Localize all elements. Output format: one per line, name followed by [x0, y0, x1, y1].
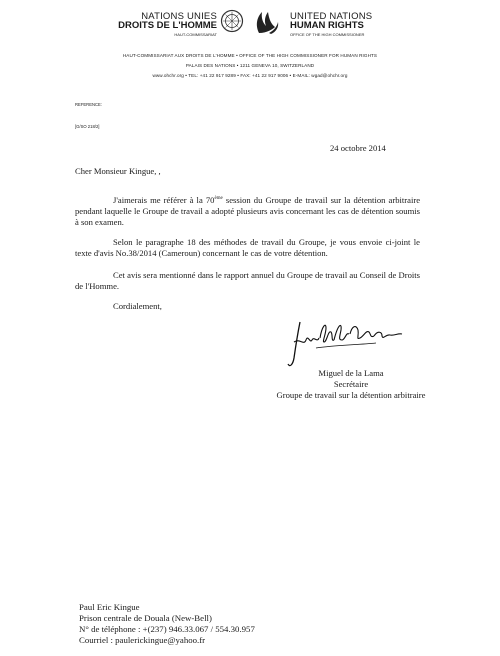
- signatory-title: Secrétaire: [333, 379, 369, 389]
- letterhead-office-fr: HAUT-COMMISSARIAT: [174, 32, 217, 37]
- recipient-place: Prison centrale de Douala (New-Bell): [79, 613, 212, 623]
- letterhead-address-3: www.ohchr.org • TEL: +41 22 917 9289 • FAX: +41 22 917 9006 • E-MAIL: wgad@ohchr.org: [152, 73, 348, 78]
- paragraph-2: [75, 237, 420, 259]
- reference-label: REFERENCE:: [75, 102, 102, 107]
- paragraph-3: [75, 270, 420, 292]
- paragraph-1-rest: session du Groupe de travail sur la détention arbitraire pendant laquelle le Groupe de travail a adopté plusieurs avis concernant les cas de détention soumis à son examen.: [75, 194, 421, 227]
- letterhead-un-en: UNITED NATIONS: [290, 11, 373, 22]
- letterhead-address-1: HAUT-COMMISSARIAT AUX DROITS DE L'HOMME • OFFICE OF THE HIGH COMMISSIONER FOR HUMAN RIGHTS: [122, 53, 378, 58]
- salutation: Cher Monsieur Kingue, ,: [75, 166, 161, 176]
- closing: Cordialement,: [113, 301, 162, 311]
- paragraph-3-text: Cet avis sera mentionné dans le rapport annuel du Groupe de travail au Conseil de Droits de l'Homme.: [75, 270, 420, 291]
- letterhead-un-fr: NATIONS UNIES: [141, 11, 217, 22]
- signatory-block: [276, 368, 426, 401]
- recipient-block: [79, 602, 255, 646]
- paragraph-1-text: [75, 193, 420, 228]
- signatory-group: Groupe de travail sur la détention arbitraire: [276, 390, 426, 400]
- recipient-phone: N° de téléphone : +(237) 946.33.067 / 554.30.957: [79, 624, 255, 634]
- reference-code: G/SO 218/2: [76, 124, 99, 129]
- signatory-name: Miguel de la Lama: [318, 368, 384, 378]
- reference-value: [G/SO 218/2]: [75, 124, 100, 129]
- paragraph-1-start: J'aimerais me référer à la 70: [113, 194, 215, 205]
- letterhead-rights-en: HUMAN RIGHTS: [290, 20, 364, 31]
- recipient-name: Paul Eric Kingue: [79, 602, 140, 612]
- letterhead-rights-fr: DROITS DE L'HOMME: [118, 20, 217, 31]
- letterhead-address-2: PALAIS DES NATIONS • 1211 GENEVA 10, SWITZERLAND: [185, 63, 315, 68]
- ordinal-suffix: ème: [214, 196, 223, 201]
- letterhead-french: [118, 12, 217, 39]
- human-rights-logo-icon: [253, 9, 281, 35]
- paragraph-1: [75, 193, 420, 228]
- letterhead-office-en: OFFICE OF THE HIGH COMMISSIONER: [290, 32, 365, 37]
- handwritten-signature: [286, 318, 406, 374]
- un-emblem-icon: [220, 9, 244, 33]
- paragraph-2-text: Selon le paragraphe 18 des méthodes de travail du Groupe, je vous envoie ci-joint le texte d'avis No.38/2014 (Cameroun) concernant le cas de votre détention.: [75, 237, 420, 258]
- letterhead-english: [290, 12, 372, 39]
- letter-date: 24 octobre 2014: [330, 143, 386, 153]
- recipient-email: Courriel : paulerickingue@yahoo.fr: [79, 635, 206, 645]
